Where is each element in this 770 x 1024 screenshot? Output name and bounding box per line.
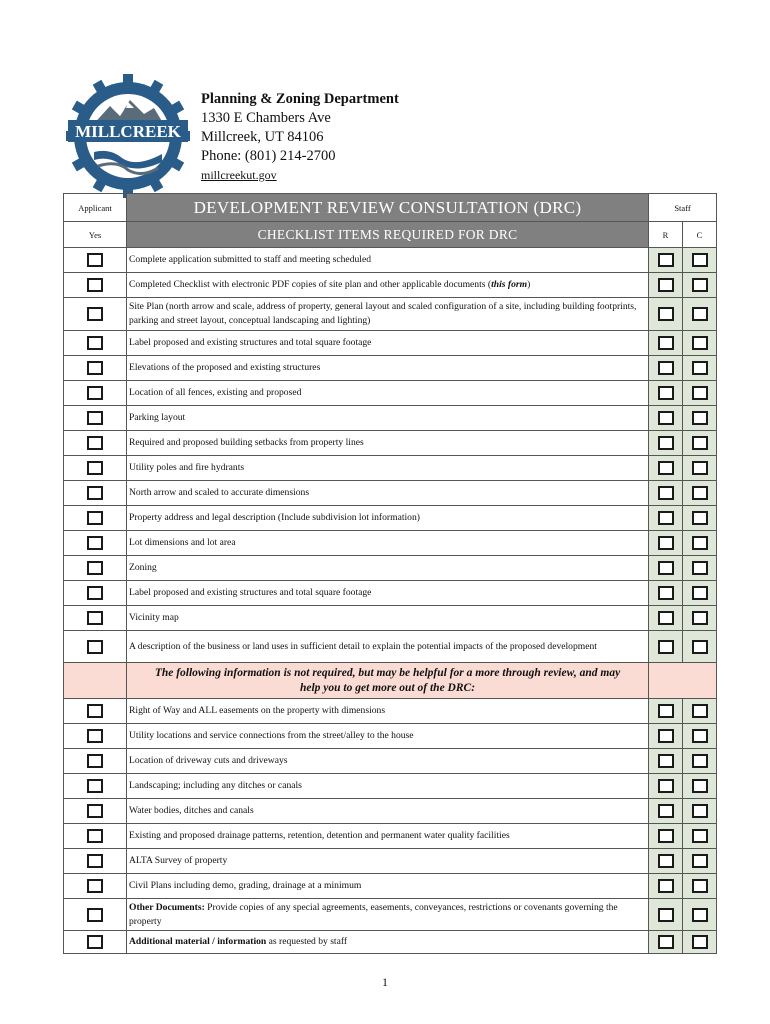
applicant-yes-checkbox[interactable] — [87, 461, 103, 475]
checklist-item-text: A description of the business or land uses in sufficient detail to explain the potential impacts of the proposed development — [127, 631, 649, 663]
staff-cell — [683, 481, 717, 506]
applicant-yes-checkbox[interactable] — [87, 804, 103, 818]
applicant-yes-checkbox[interactable] — [87, 854, 103, 868]
checklist-row — [64, 331, 717, 356]
applicant-yes-checkbox[interactable] — [87, 779, 103, 793]
checklist-item-text: Elevations of the proposed and existing structures — [127, 356, 649, 381]
applicant-cell — [64, 331, 127, 356]
checklist-row — [64, 406, 717, 431]
staff-cell — [649, 506, 683, 531]
checklist-row — [64, 931, 717, 954]
page-number: 1 — [382, 975, 388, 989]
staff-r-checkbox[interactable] — [658, 278, 674, 292]
checklist-item-text: Label proposed and existing structures and total square footage — [127, 581, 649, 606]
applicant-cell — [64, 273, 127, 298]
staff-c-checkbox[interactable] — [692, 307, 708, 321]
applicant-yes-checkbox[interactable] — [87, 253, 103, 267]
staff-cell — [649, 631, 683, 663]
staff-cell — [683, 381, 717, 406]
staff-r-checkbox[interactable] — [658, 935, 674, 949]
staff-r-checkbox[interactable] — [658, 640, 674, 654]
applicant-yes-checkbox[interactable] — [87, 879, 103, 893]
staff-c-checkbox[interactable] — [692, 511, 708, 525]
applicant-cell — [64, 556, 127, 581]
checklist-subtitle: CHECKLIST ITEMS REQUIRED FOR DRC — [127, 222, 649, 248]
checklist-item-text: Location of driveway cuts and driveways — [127, 749, 649, 774]
staff-cell — [683, 774, 717, 799]
staff-c-checkbox[interactable] — [692, 386, 708, 400]
staff-r-checkbox[interactable] — [658, 511, 674, 525]
staff-c-checkbox[interactable] — [692, 729, 708, 743]
staff-cell — [649, 331, 683, 356]
staff-cell — [683, 531, 717, 556]
staff-cell — [683, 506, 717, 531]
checklist-item-text: Vicinity map — [127, 606, 649, 631]
staff-c-checkbox[interactable] — [692, 436, 708, 450]
applicant-cell — [64, 406, 127, 431]
staff-c-checkbox[interactable] — [692, 536, 708, 550]
staff-r-checkbox[interactable] — [658, 754, 674, 768]
applicant-cell — [64, 356, 127, 381]
staff-cell — [649, 874, 683, 899]
staff-cell — [683, 431, 717, 456]
applicant-cell — [64, 724, 127, 749]
applicant-cell — [64, 874, 127, 899]
applicant-cell — [64, 298, 127, 331]
applicant-cell — [64, 774, 127, 799]
applicant-yes-checkbox[interactable] — [87, 561, 103, 575]
checklist-item-text: Label proposed and existing structures and total square footage — [127, 331, 649, 356]
form-title: DEVELOPMENT REVIEW CONSULTATION (DRC) — [127, 194, 649, 222]
staff-r-checkbox[interactable] — [658, 908, 674, 922]
staff-c-checkbox[interactable] — [692, 361, 708, 375]
staff-cell — [683, 631, 717, 663]
applicant-yes-checkbox[interactable] — [87, 729, 103, 743]
staff-c-checkbox[interactable] — [692, 804, 708, 818]
staff-r-checkbox[interactable] — [658, 411, 674, 425]
staff-cell — [683, 298, 717, 331]
staff-cell — [683, 456, 717, 481]
checklist-row — [64, 874, 717, 899]
staff-cell — [649, 849, 683, 874]
checklist-row — [64, 824, 717, 849]
website-link[interactable]: millcreekut.gov — [201, 168, 277, 182]
checklist-item-text: North arrow and scaled to accurate dimensions — [127, 481, 649, 506]
city-line: Millcreek, UT 84106 — [201, 129, 324, 145]
staff-cell — [683, 874, 717, 899]
applicant-cell — [64, 506, 127, 531]
department-name: Planning & Zoning Department — [201, 91, 399, 107]
staff-cell — [683, 699, 717, 724]
applicant-cell — [64, 749, 127, 774]
staff-r-checkbox[interactable] — [658, 461, 674, 475]
drc-checklist-table — [63, 193, 717, 954]
staff-r-checkbox[interactable] — [658, 561, 674, 575]
staff-cell — [649, 931, 683, 954]
applicant-yes-checkbox[interactable] — [87, 307, 103, 321]
checklist-item-text: Required and proposed building setbacks from property lines — [127, 431, 649, 456]
staff-cell — [649, 774, 683, 799]
required-items — [64, 248, 717, 663]
staff-c-checkbox[interactable] — [692, 854, 708, 868]
staff-r-checkbox[interactable] — [658, 536, 674, 550]
staff-cell — [649, 699, 683, 724]
applicant-yes-checkbox[interactable] — [87, 436, 103, 450]
staff-cell — [683, 931, 717, 954]
staff-r-checkbox[interactable] — [658, 879, 674, 893]
staff-r-checkbox[interactable] — [658, 779, 674, 793]
checklist-item-text: Water bodies, ditches and canals — [127, 799, 649, 824]
staff-cell — [683, 406, 717, 431]
checklist-row — [64, 849, 717, 874]
applicant-cell — [64, 456, 127, 481]
applicant-cell — [64, 431, 127, 456]
applicant-cell — [64, 531, 127, 556]
staff-c-checkbox[interactable] — [692, 336, 708, 350]
staff-cell — [649, 431, 683, 456]
checklist-item-text: Right of Way and ALL easements on the property with dimensions — [127, 699, 649, 724]
staff-r-checkbox[interactable] — [658, 253, 674, 267]
applicant-cell — [64, 581, 127, 606]
checklist-row — [64, 381, 717, 406]
applicant-yes-checkbox[interactable] — [87, 511, 103, 525]
checklist-item-text: Completed Checklist with electronic PDF copies of site plan and other applicable documents (this form) — [127, 273, 649, 298]
checklist-item-text: Other Documents: Provide copies of any special agreements, easements, conveyances, restrictions or covenants governing the property — [127, 899, 649, 931]
checklist-item-text: Parking layout — [127, 406, 649, 431]
staff-cell — [649, 456, 683, 481]
staff-r-checkbox[interactable] — [658, 386, 674, 400]
staff-c-checkbox[interactable] — [692, 253, 708, 267]
staff-cell — [683, 824, 717, 849]
optional-note: The following information is not required, but may be helpful for a more through review, and may help you to get more out of the DRC: — [127, 663, 649, 699]
millcreek-logo — [62, 70, 194, 202]
staff-cell — [683, 849, 717, 874]
applicant-cell — [64, 381, 127, 406]
staff-cell — [649, 298, 683, 331]
staff-cell — [649, 899, 683, 931]
phone-line: Phone: (801) 214-2700 — [201, 148, 336, 164]
staff-r-checkbox[interactable] — [658, 829, 674, 843]
applicant-yes-checkbox[interactable] — [87, 704, 103, 718]
checklist-row — [64, 581, 717, 606]
staff-cell — [683, 899, 717, 931]
checklist-item-text: Property address and legal description (Include subdivision lot information) — [127, 506, 649, 531]
staff-c-checkbox[interactable] — [692, 611, 708, 625]
staff-r-checkbox[interactable] — [658, 336, 674, 350]
applicant-cell — [64, 631, 127, 663]
staff-header: Staff — [649, 194, 717, 222]
checklist-row — [64, 273, 717, 298]
staff-r-checkbox[interactable] — [658, 307, 674, 321]
checklist-row — [64, 481, 717, 506]
staff-cell — [683, 606, 717, 631]
staff-cell — [683, 356, 717, 381]
checklist-row — [64, 531, 717, 556]
address-line: 1330 E Chambers Ave — [201, 110, 331, 126]
staff-cell — [649, 531, 683, 556]
staff-cell — [649, 381, 683, 406]
applicant-cell — [64, 899, 127, 931]
applicant-yes-checkbox[interactable] — [87, 361, 103, 375]
checklist-row — [64, 356, 717, 381]
staff-cell — [649, 799, 683, 824]
applicant-yes-checkbox[interactable] — [87, 411, 103, 425]
applicant-yes-checkbox[interactable] — [87, 278, 103, 292]
staff-r-checkbox[interactable] — [658, 486, 674, 500]
checklist-row — [64, 774, 717, 799]
staff-cell — [683, 581, 717, 606]
applicant-yes-checkbox[interactable] — [87, 336, 103, 350]
applicant-yes-checkbox[interactable] — [87, 611, 103, 625]
applicant-yes-checkbox[interactable] — [87, 536, 103, 550]
applicant-yes-checkbox[interactable] — [87, 640, 103, 654]
checklist-row — [64, 899, 717, 931]
staff-c-checkbox[interactable] — [692, 586, 708, 600]
checklist-row — [64, 799, 717, 824]
staff-cell — [683, 248, 717, 273]
checklist-item-text: Civil Plans including demo, grading, drainage at a minimum — [127, 874, 649, 899]
staff-cell — [683, 556, 717, 581]
logo-text: MILLCREEK — [75, 122, 181, 141]
optional-note-row — [64, 663, 717, 699]
checklist-row — [64, 724, 717, 749]
staff-c-checkbox[interactable] — [692, 486, 708, 500]
checklist-row — [64, 298, 717, 331]
checklist-row — [64, 431, 717, 456]
checklist-row — [64, 456, 717, 481]
staff-cell — [649, 581, 683, 606]
staff-cell — [649, 248, 683, 273]
staff-r-checkbox[interactable] — [658, 704, 674, 718]
staff-cell — [683, 331, 717, 356]
applicant-cell — [64, 849, 127, 874]
checklist-row — [64, 699, 717, 724]
checklist-row — [64, 506, 717, 531]
checklist-item-text: Utility poles and fire hydrants — [127, 456, 649, 481]
applicant-yes-checkbox[interactable] — [87, 935, 103, 949]
checklist-item-text: Site Plan (north arrow and scale, address of property, general layout and scaled configuration of a site, including building footprints, parking and street layout, conceptual landscaping and lighting) — [127, 298, 649, 331]
staff-r-checkbox[interactable] — [658, 729, 674, 743]
r-header: R — [649, 222, 683, 248]
department-header — [201, 90, 399, 185]
checklist-item-text: Existing and proposed drainage patterns, retention, detention and permanent water quality facilities — [127, 824, 649, 849]
checklist-item-text: Lot dimensions and lot area — [127, 531, 649, 556]
applicant-yes-checkbox[interactable] — [87, 829, 103, 843]
staff-cell — [649, 824, 683, 849]
staff-cell — [683, 724, 717, 749]
staff-cell — [683, 749, 717, 774]
staff-cell — [649, 556, 683, 581]
staff-c-checkbox[interactable] — [692, 461, 708, 475]
staff-cell — [649, 356, 683, 381]
staff-r-checkbox[interactable] — [658, 361, 674, 375]
staff-cell — [683, 799, 717, 824]
staff-c-checkbox[interactable] — [692, 561, 708, 575]
applicant-yes-checkbox[interactable] — [87, 908, 103, 922]
staff-cell — [649, 606, 683, 631]
checklist-item-text: Utility locations and service connections from the street/alley to the house — [127, 724, 649, 749]
staff-cell — [649, 724, 683, 749]
checklist-item-text: Landscaping; including any ditches or canals — [127, 774, 649, 799]
optional-items — [64, 699, 717, 954]
checklist-item-text: Location of all fences, existing and proposed — [127, 381, 649, 406]
staff-cell — [649, 481, 683, 506]
staff-c-checkbox[interactable] — [692, 411, 708, 425]
staff-c-checkbox[interactable] — [692, 779, 708, 793]
checklist-item-text: Complete application submitted to staff and meeting scheduled — [127, 248, 649, 273]
staff-c-checkbox[interactable] — [692, 640, 708, 654]
checklist-item-text: Zoning — [127, 556, 649, 581]
staff-c-checkbox[interactable] — [692, 704, 708, 718]
applicant-yes-checkbox[interactable] — [87, 754, 103, 768]
staff-c-checkbox[interactable] — [692, 829, 708, 843]
applicant-cell — [64, 931, 127, 954]
checklist-item-text: Additional material / information as requested by staff — [127, 931, 649, 954]
applicant-cell — [64, 699, 127, 724]
checklist-row — [64, 556, 717, 581]
checklist-row — [64, 749, 717, 774]
checklist-row — [64, 248, 717, 273]
applicant-cell — [64, 606, 127, 631]
applicant-cell — [64, 248, 127, 273]
c-header: C — [683, 222, 717, 248]
applicant-cell — [64, 481, 127, 506]
staff-r-checkbox[interactable] — [658, 611, 674, 625]
staff-r-checkbox[interactable] — [658, 804, 674, 818]
applicant-yes-checkbox[interactable] — [87, 586, 103, 600]
yes-header: Yes — [64, 222, 127, 248]
staff-cell — [649, 406, 683, 431]
staff-r-checkbox[interactable] — [658, 436, 674, 450]
applicant-cell — [64, 799, 127, 824]
staff-cell — [683, 273, 717, 298]
staff-c-checkbox[interactable] — [692, 879, 708, 893]
staff-r-checkbox[interactable] — [658, 586, 674, 600]
staff-c-checkbox[interactable] — [692, 278, 708, 292]
staff-r-checkbox[interactable] — [658, 854, 674, 868]
applicant-yes-checkbox[interactable] — [87, 486, 103, 500]
checklist-row — [64, 606, 717, 631]
applicant-header: Applicant — [64, 194, 127, 222]
applicant-yes-checkbox[interactable] — [87, 386, 103, 400]
staff-c-checkbox[interactable] — [692, 754, 708, 768]
staff-cell — [649, 273, 683, 298]
checklist-item-text: ALTA Survey of property — [127, 849, 649, 874]
checklist-row — [64, 631, 717, 663]
staff-c-checkbox[interactable] — [692, 908, 708, 922]
applicant-cell — [64, 824, 127, 849]
staff-cell — [649, 749, 683, 774]
staff-c-checkbox[interactable] — [692, 935, 708, 949]
